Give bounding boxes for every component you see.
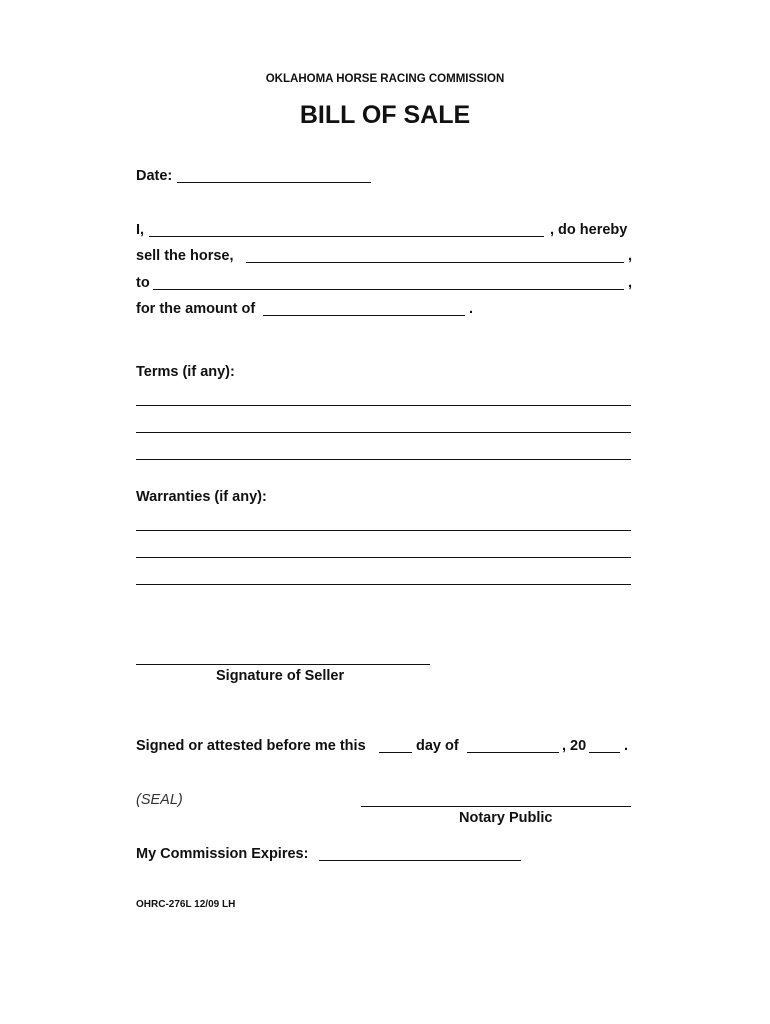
date-label: Date: (136, 168, 173, 184)
date-field[interactable] (177, 182, 371, 183)
horse-suffix: , (628, 248, 633, 264)
buyer-name-field[interactable] (153, 289, 624, 290)
attest-prefix: Signed or attested before me this (136, 738, 366, 754)
horse-name-field[interactable] (246, 262, 624, 263)
amount-prefix: for the amount of (136, 301, 256, 317)
terms-line-3[interactable] (136, 459, 631, 460)
seller-suffix: , do hereby (550, 222, 628, 238)
warranties-label: Warranties (if any): (136, 489, 267, 505)
attest-year-label: , 20 (562, 738, 587, 754)
seller-signature-field[interactable] (136, 664, 430, 665)
seller-prefix: I, (136, 222, 145, 238)
warranties-line-1[interactable] (136, 530, 631, 531)
attest-suffix: . (624, 738, 629, 754)
amount-suffix: . (469, 301, 474, 317)
amount-field[interactable] (263, 315, 465, 316)
buyer-prefix: to (136, 275, 150, 291)
attest-month-field[interactable] (467, 752, 559, 753)
seal-label: (SEAL) (136, 792, 183, 808)
form-code: OHRC-276L 12/09 LH (136, 899, 236, 910)
terms-line-2[interactable] (136, 432, 631, 433)
commission-expiry-field[interactable] (319, 860, 521, 861)
attest-year-field[interactable] (589, 752, 620, 753)
notary-signature-field[interactable] (361, 806, 631, 807)
seller-name-field[interactable] (149, 236, 544, 237)
agency-name: OKLAHOMA HORSE RACING COMMISSION (265, 73, 505, 85)
terms-label: Terms (if any): (136, 364, 235, 380)
attest-day-field[interactable] (379, 752, 412, 753)
page-title: BILL OF SALE (299, 101, 471, 129)
warranties-line-2[interactable] (136, 557, 631, 558)
seller-signature-label: Signature of Seller (216, 668, 345, 684)
horse-prefix: sell the horse, (136, 248, 234, 264)
terms-line-1[interactable] (136, 405, 631, 406)
warranties-line-3[interactable] (136, 584, 631, 585)
commission-label: My Commission Expires: (136, 846, 309, 862)
attest-day-label: day of (416, 738, 459, 754)
notary-label: Notary Public (459, 810, 553, 826)
buyer-suffix: , (628, 275, 633, 291)
